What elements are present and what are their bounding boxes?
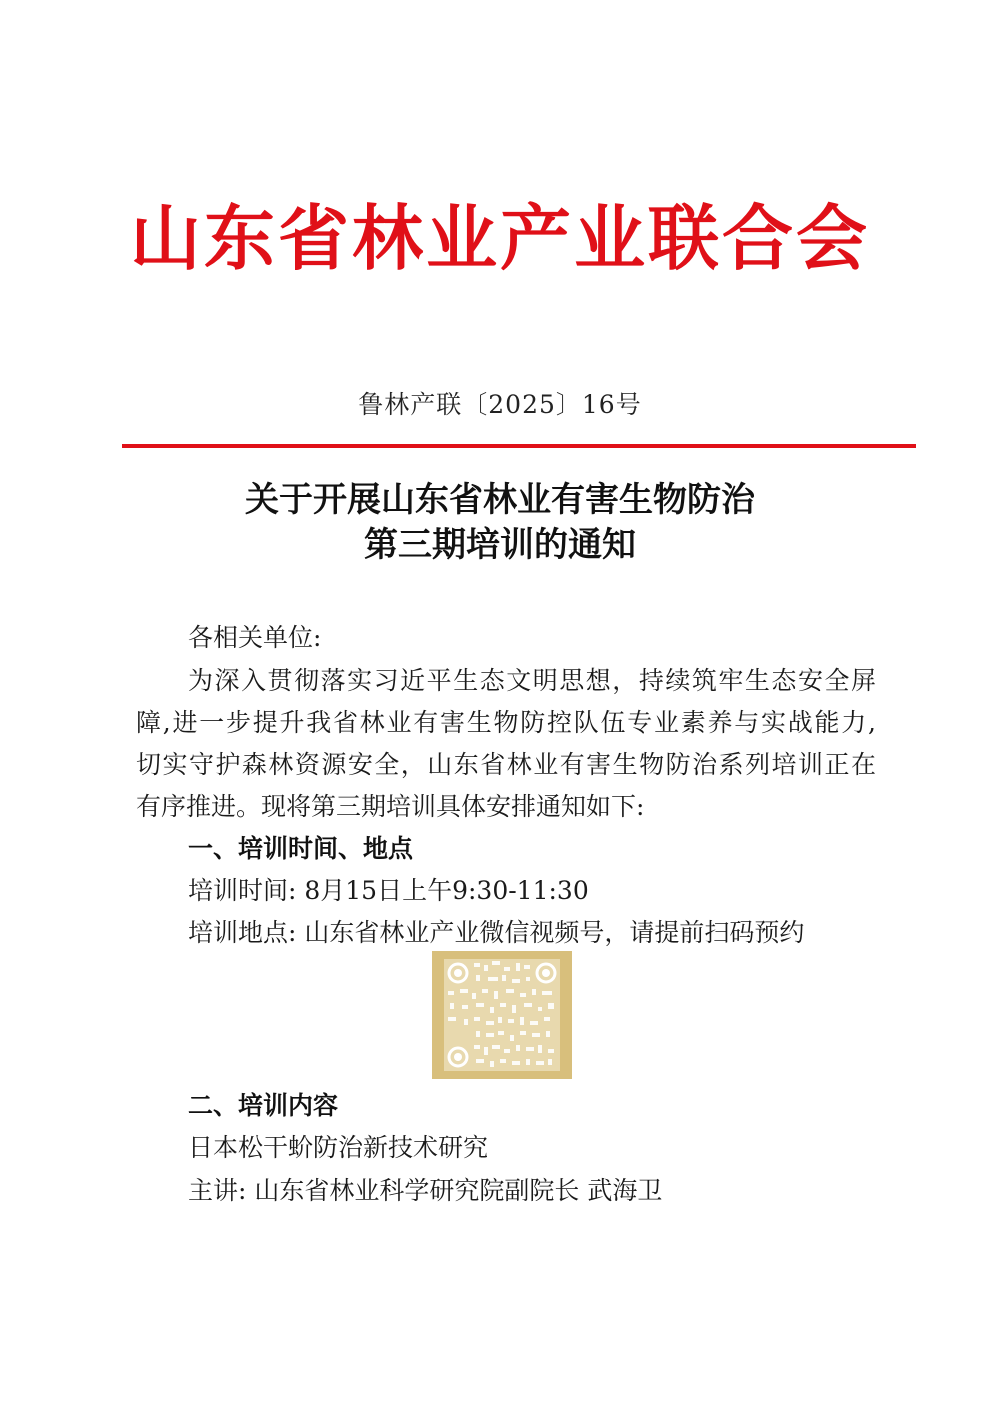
notice-title-line-2: 第三期培训的通知 [364,525,636,565]
salutation: 各相关单位: [188,623,322,652]
notice-title-line-1: 关于开展山东省林业有害生物防治 [245,480,755,520]
notice-title [80,478,920,568]
document-number: 鲁林产联〔2025〕16号 [358,390,642,419]
paragraph-line: 障,进一步提升我省林业有害生物防控队伍专业素养与实战能力, [136,708,876,737]
paragraph-line: 切实守护森林资源安全，山东省林业有害生物防治系列培训正在 [136,750,876,779]
paragraph-line: 为深入贯彻落实习近平生态文明思想，持续筑牢生态安全屏 [188,666,876,695]
qr-code-icon[interactable] [432,951,572,1079]
section-heading-time-location: 一、培训时间、地点 [188,834,414,863]
paragraph-line: 有序推进。现将第三期培训具体安排通知如下: [136,792,645,821]
training-speaker: 主讲: 山东省林业科学研究院副院长 武海卫 [188,1176,663,1205]
organization-header: 山东省林业产业联合会 [129,196,870,280]
section-heading-content: 二、培训内容 [188,1091,339,1120]
training-location: 培训地点: 山东省林业产业微信视频号，请提前扫码预约 [188,918,805,947]
training-topic: 日本松干蚧防治新技术研究 [188,1133,489,1162]
qr-code-graphic [432,951,572,1079]
training-time: 培训时间: 8月15日上午9:30-11:30 [188,876,589,905]
red-divider [122,444,916,448]
